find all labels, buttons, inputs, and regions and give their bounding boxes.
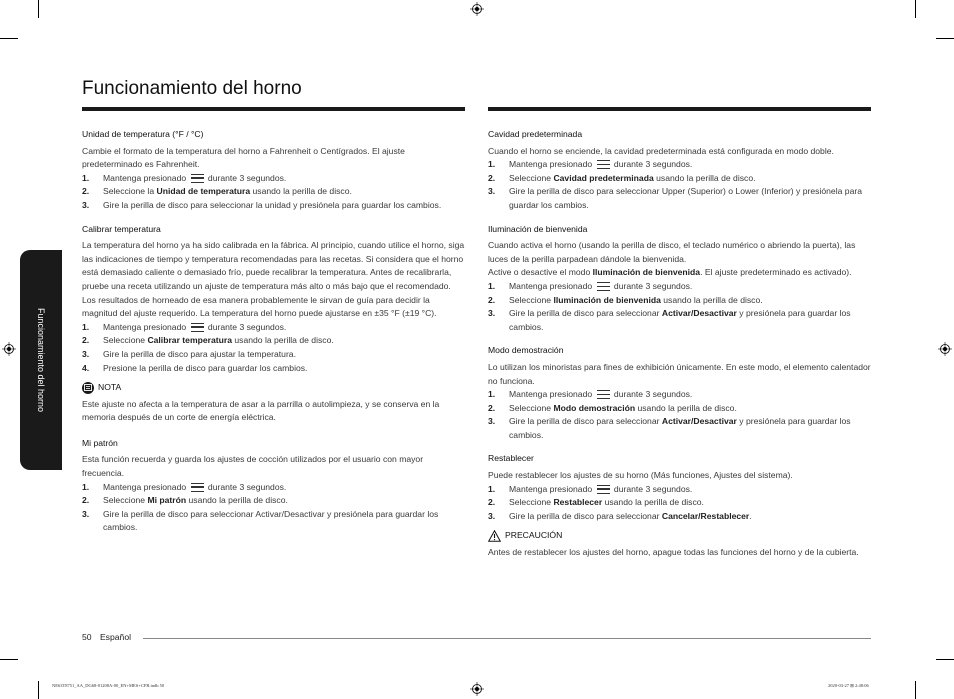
- step-text: durante 3 segundos.: [207, 321, 287, 332]
- steps-list: [488, 158, 871, 212]
- page-footer: [82, 632, 131, 642]
- step-item: [82, 199, 465, 213]
- crop-mark: [936, 659, 954, 660]
- steps-list: [488, 280, 871, 334]
- step-text: Seleccione: [509, 172, 552, 183]
- step-number: 1.: [488, 280, 496, 291]
- print-slug-right: 2020-03-27 ⊞ 2:48:06: [828, 683, 869, 688]
- step-text: Mantenga presionado: [103, 481, 187, 492]
- warning-triangle-icon: [488, 530, 501, 542]
- section-intro: Esta función recuerda y guarda los ajustes de cocción utilizados por el usuario con mayor frecuencia.: [82, 454, 424, 479]
- step-number: 3.: [488, 510, 496, 521]
- section-iluminacion-bienvenida: [488, 223, 871, 335]
- step-text: usando la perilla de disco.: [252, 186, 352, 197]
- step-text: Seleccione: [103, 335, 146, 346]
- menu-button-icon: [597, 282, 610, 291]
- footer-language: Español: [99, 632, 132, 642]
- step-item: [488, 158, 871, 172]
- section-intro: Cuando activa el horno (usando la perilla de disco, el teclado numérico o abriendo la puerta), las luces de la perilla parpadean dándole la bienvenida.: [488, 240, 856, 264]
- step-item: [488, 415, 871, 442]
- note-icon: [82, 382, 94, 394]
- step-text: durante 3 segundos.: [207, 172, 287, 183]
- section-intro: Cambie el formato de la temperatura del horno a Fahrenheit o Centígrados. El ajuste predeterminado es Fahrenheit.: [82, 145, 405, 170]
- caution-box: [488, 529, 871, 559]
- step-number: 3.: [82, 199, 90, 210]
- setting-name: Iluminación de bienvenida: [592, 267, 701, 278]
- step-text: Seleccione: [509, 294, 552, 305]
- step-text: Gire la perilla de disco para seleccionar Upper (Superior) o Lower (Inferior) y presiónela para guardar los cambios.: [509, 186, 862, 210]
- title-rule-left: [82, 107, 465, 111]
- menu-button-icon: [597, 160, 610, 169]
- step-number: 1.: [82, 321, 90, 332]
- step-item: [488, 510, 871, 524]
- section-heading: Iluminación de bienvenida: [488, 223, 588, 234]
- section-heading: Calibrar temperatura: [82, 223, 161, 234]
- registration-mark-icon: [938, 342, 952, 356]
- step-number: 2.: [488, 402, 496, 413]
- section-calibrar-temperatura: [82, 223, 465, 376]
- step-text: Seleccione: [103, 495, 146, 506]
- step-item: [82, 508, 465, 535]
- section-heading: Restablecer: [488, 453, 534, 464]
- section-restablecer: [488, 452, 871, 523]
- caution-text: Antes de restablecer los ajustes del horno, apague todas las funciones del horno y de la cubierta.: [488, 547, 859, 558]
- crop-mark: [915, 0, 916, 18]
- registration-mark-icon: [470, 682, 484, 696]
- step-item: [488, 483, 871, 497]
- section-heading: Mi patrón: [82, 437, 118, 448]
- section-heading: Modo demostración: [488, 345, 564, 356]
- step-text: durante 3 segundos.: [613, 483, 693, 494]
- step-number: 2.: [82, 495, 90, 506]
- title-rule-right: [488, 107, 871, 111]
- step-number: 2.: [488, 172, 496, 183]
- step-number: 2.: [488, 294, 496, 305]
- page-title: Funcionamiento del horno: [82, 78, 302, 99]
- step-item: [488, 172, 871, 186]
- steps-list: [488, 483, 871, 524]
- step-setting-name: Cavidad predeterminada: [553, 172, 654, 183]
- section-heading: Cavidad predeterminada: [488, 129, 583, 139]
- step-text: Gire la perilla de disco para seleccionar la unidad y presiónela para guardar los cambios.: [103, 199, 442, 210]
- step-item: [82, 481, 465, 495]
- step-text: usando la perilla de disco.: [188, 495, 288, 506]
- step-text: durante 3 segundos.: [207, 481, 287, 492]
- chapter-side-tab: [20, 250, 62, 470]
- step-number: 2.: [82, 186, 90, 197]
- menu-button-icon: [191, 483, 204, 492]
- step-item: [488, 307, 871, 334]
- step-number: 3.: [488, 186, 496, 197]
- step-text: usando la perilla de disco.: [234, 335, 334, 346]
- section-unidad-temperatura: [82, 128, 465, 213]
- steps-list: [488, 388, 871, 442]
- step-item: [82, 321, 465, 335]
- right-column: [488, 128, 871, 560]
- step-item: [82, 172, 465, 186]
- step-text: .: [749, 510, 752, 521]
- step-item: [488, 402, 871, 416]
- step-text: Gire la perilla de disco para seleccionar: [509, 510, 660, 521]
- crop-mark: [936, 38, 954, 39]
- section-mi-patron: [82, 437, 465, 535]
- step-text: usando la perilla de disco.: [663, 294, 763, 305]
- step-text: usando la perilla de disco.: [637, 402, 737, 413]
- step-number: 3.: [82, 348, 90, 359]
- step-setting-name: Activar/Desactivar: [661, 416, 737, 427]
- note-label: NOTA: [98, 382, 122, 393]
- footer-rule: [143, 638, 871, 639]
- step-text: Gire la perilla de disco para seleccionar: [509, 308, 660, 319]
- step-item: [488, 388, 871, 402]
- step-item: [82, 362, 465, 376]
- step-item: [488, 185, 871, 212]
- step-text: Gire la perilla de disco para ajustar la temperatura.: [103, 348, 296, 359]
- crop-mark: [0, 38, 18, 39]
- step-number: 4.: [82, 362, 90, 373]
- registration-mark-icon: [2, 342, 16, 356]
- crop-mark: [38, 0, 39, 18]
- step-text: Mantenga presionado: [509, 159, 593, 170]
- step-text: Mantenga presionado: [509, 389, 593, 400]
- note-text: Este ajuste no afecta a la temperatura de asar a la parrilla o autolimpieza, y se conserva en la memoria después de un corte de energía eléctrica.: [82, 398, 440, 423]
- print-slug-left: NE63T8751_AA_DG68-01208A-00_EN+MES+CFR.indb 50: [52, 683, 165, 688]
- note-box: [82, 381, 465, 425]
- left-column: [82, 128, 465, 535]
- step-item: [488, 280, 871, 294]
- step-text: Mantenga presionado: [103, 172, 187, 183]
- section-modo-demostracion: [488, 344, 871, 442]
- note-header: [82, 381, 465, 395]
- step-item: [82, 185, 465, 199]
- menu-button-icon: [597, 485, 610, 494]
- section-intro: Lo utilizan los minoristas para fines de exhibición únicamente. En este modo, el elemento calentador no funciona.: [488, 361, 871, 386]
- step-number: 1.: [82, 481, 90, 492]
- step-text: Mantenga presionado: [509, 280, 593, 291]
- step-number: 2.: [488, 497, 496, 508]
- step-number: 1.: [82, 172, 90, 183]
- step-text: durante 3 segundos.: [613, 280, 693, 291]
- step-text: Presione la perilla de disco para guardar los cambios.: [103, 362, 308, 373]
- section-intro: Active o desactive el modo Iluminación de bienvenida. El ajuste predeterminado es activado).: [488, 267, 852, 278]
- section-intro: La temperatura del horno ya ha sido calibrada en la fábrica. Al principio, cuando utilice el horno, siga las indicaciones de tiempo y temperatura recomendadas para las recetas. Si considera que el horno está demasiado caliente o demasiado frío, puede recalibrar la temperatura. Antes de recalibrarla, pruebe una receta utilizando un ajuste de temperatura más alto o más bajo que el recomendado. Los resultados de horneado de esa manera probablemente le sirvan de guía para decidir la magnitud del ajuste requerido. La temperatura del horno puede ajustarse en ±35 °F (±19 °C).: [82, 240, 465, 319]
- step-text: y presiónela para guardar los cambios.: [509, 416, 851, 440]
- page-number: 50: [82, 632, 92, 642]
- steps-list: [82, 321, 465, 375]
- step-text: Mantenga presionado: [103, 321, 187, 332]
- step-text: y presiónela para guardar los cambios.: [509, 308, 851, 332]
- step-setting-name: Iluminación de bienvenida: [553, 294, 661, 305]
- steps-list: [82, 172, 465, 213]
- step-text: Gire la perilla de disco para seleccionar Activar/Desactivar y presiónela para guardar los cambios.: [103, 508, 439, 533]
- step-text: Seleccione la: [103, 186, 155, 197]
- crop-mark: [38, 681, 39, 699]
- chapter-side-tab-label: Funcionamiento del horno: [36, 307, 46, 413]
- crop-mark: [915, 681, 916, 699]
- step-text: Seleccione: [509, 497, 552, 508]
- step-text: Gire la perilla de disco para seleccionar: [509, 416, 660, 427]
- menu-button-icon: [191, 174, 204, 183]
- step-number: 3.: [82, 508, 90, 519]
- step-setting-name: Mi patrón: [147, 495, 187, 506]
- step-setting-name: Unidad de temperatura: [156, 186, 251, 197]
- step-item: [82, 334, 465, 348]
- step-setting-name: Restablecer: [553, 497, 603, 508]
- step-item: [488, 496, 871, 510]
- section-heading: Unidad de temperatura (°F / °C): [82, 129, 204, 139]
- step-number: 3.: [488, 308, 496, 319]
- menu-button-icon: [191, 323, 204, 332]
- step-number: 1.: [488, 389, 496, 400]
- step-item: [82, 348, 465, 362]
- section-intro: Puede restablecer los ajustes de su horno (Más funciones, Ajustes del sistema).: [488, 470, 793, 481]
- step-number: 1.: [488, 483, 496, 494]
- step-text: Seleccione: [509, 402, 552, 413]
- step-text: usando la perilla de disco.: [604, 497, 704, 508]
- step-number: 3.: [488, 416, 496, 427]
- step-setting-name: Calibrar temperatura: [147, 335, 232, 346]
- step-item: [488, 294, 871, 308]
- menu-button-icon: [597, 390, 610, 399]
- step-number: 2.: [82, 335, 90, 346]
- caution-label: PRECAUCIÓN: [505, 530, 563, 541]
- step-text: Mantenga presionado: [509, 483, 593, 494]
- step-item: [82, 494, 465, 508]
- step-text: usando la perilla de disco.: [656, 172, 756, 183]
- step-setting-name: Cancelar/Restablecer: [661, 510, 750, 521]
- step-setting-name: Activar/Desactivar: [661, 308, 737, 319]
- section-cavidad-predeterminada: [488, 128, 871, 213]
- step-text: durante 3 segundos.: [613, 159, 693, 170]
- crop-mark: [0, 659, 18, 660]
- step-text: durante 3 segundos.: [613, 389, 693, 400]
- step-number: 1.: [488, 159, 496, 170]
- caution-header: [488, 529, 871, 543]
- step-setting-name: Modo demostración: [553, 402, 636, 413]
- steps-list: [82, 481, 465, 535]
- registration-mark-icon: [470, 2, 484, 16]
- section-intro: Cuando el horno se enciende, la cavidad predeterminada está configurada en modo doble.: [488, 145, 834, 156]
